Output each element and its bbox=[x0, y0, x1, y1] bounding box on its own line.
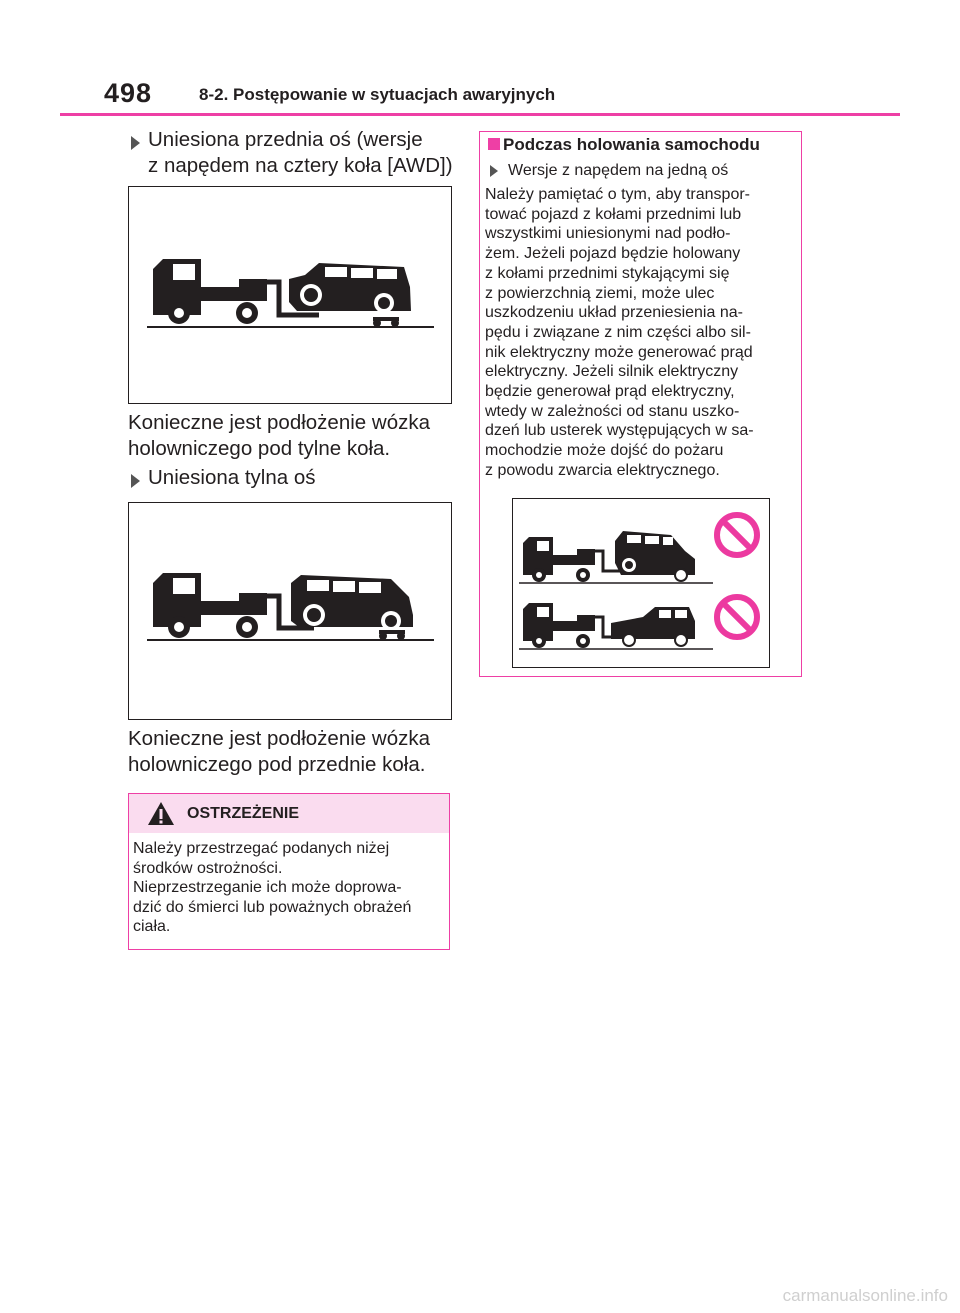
warning-title: OSTRZEŻENIE bbox=[187, 805, 300, 822]
label-line: z napędem na cztery koła [AWD]) bbox=[148, 154, 453, 177]
rear-axle-raised-label: Uniesiona tylna oś bbox=[148, 466, 316, 489]
text-line: holowniczego pod tylne koła. bbox=[128, 437, 391, 460]
page-number: 498 bbox=[104, 78, 153, 108]
square-bullet-icon bbox=[488, 138, 500, 150]
text-line: Konieczne jest podłożenie wózka bbox=[128, 727, 430, 750]
section-title: 8-2. Postępowanie w sytuacjach awaryjnych bbox=[199, 85, 556, 104]
note-subtitle: Wersje z napędem na jedną oś bbox=[508, 162, 729, 179]
prohibited-sign-icon bbox=[717, 597, 757, 637]
text-line: elektryczny. Jeżeli silnik elektryczny bbox=[485, 363, 739, 381]
arrow-bullet-icon bbox=[131, 474, 140, 488]
label-line: Uniesiona przednia oś (wersje bbox=[148, 128, 423, 151]
text-line: ciała. bbox=[133, 918, 171, 935]
text-line: nik elektryczny może generować prąd bbox=[485, 343, 753, 361]
tow-figure-front-raised bbox=[128, 186, 452, 404]
text-line: dzić do śmierci lub poważnych obrażeń bbox=[133, 898, 412, 916]
text-line: Konieczne jest podłożenie wózka bbox=[128, 411, 430, 434]
tow-truck-illustration bbox=[129, 187, 451, 403]
warning-header bbox=[129, 794, 449, 833]
prohibited-sign-icon bbox=[717, 515, 757, 555]
text-line: z powierzchnią ziemi, może ulec bbox=[485, 284, 715, 302]
towing-note-box bbox=[479, 131, 802, 677]
prohibited-towing-illustration bbox=[513, 499, 769, 667]
text-line: tować pojazd z kołami przednimi lub bbox=[485, 205, 742, 223]
footer-watermark: carmanualsonline.info bbox=[782, 1286, 948, 1305]
text-line: pędu i związane z nim części albo sil- bbox=[485, 323, 751, 341]
note-title-text: Podczas holowania samochodu bbox=[503, 135, 760, 154]
text-line: wszystkimi uniesionymi nad podło- bbox=[485, 225, 731, 243]
text-line: holowniczego pod przednie koła. bbox=[128, 753, 426, 776]
instruction-text bbox=[128, 726, 430, 778]
tow-truck-illustration bbox=[129, 503, 451, 719]
text-line: z powodu zwarcia elektrycznego. bbox=[485, 461, 720, 479]
text-line: żem. Jeżeli pojazd będzie holowany bbox=[485, 245, 741, 263]
arrow-bullet-icon bbox=[490, 165, 498, 177]
text-line: wtedy w zależności od stanu uszko- bbox=[485, 402, 740, 420]
warning-triangle-icon bbox=[147, 801, 175, 826]
warning-text bbox=[133, 839, 449, 937]
text-line: dzeń lub usterek występujących w sa- bbox=[485, 422, 754, 440]
tow-figure-rear-raised bbox=[128, 502, 452, 720]
instruction-text bbox=[128, 410, 430, 462]
front-axle-raised-label bbox=[148, 127, 453, 179]
arrow-bullet-icon bbox=[131, 136, 140, 150]
warning-box bbox=[128, 793, 450, 950]
text-line: Nieprzestrzeganie ich może doprowa- bbox=[133, 879, 402, 896]
prohibited-towing-figure bbox=[512, 498, 770, 668]
note-title bbox=[488, 135, 760, 155]
text-line: uszkodzeniu układ przeniesienia na- bbox=[485, 304, 743, 322]
header-divider bbox=[60, 113, 900, 116]
text-line: z kołami przednimi stykającymi się bbox=[485, 264, 730, 282]
text-line: mochodzie może dojść do pożaru bbox=[485, 442, 724, 460]
text-line: będzie generował prąd elektryczny, bbox=[485, 383, 735, 401]
text-line: Należy pamiętać o tym, aby transpor- bbox=[485, 186, 750, 203]
text-line: Należy przestrzegać podanych niżej bbox=[133, 840, 390, 857]
note-body bbox=[485, 185, 797, 481]
text-line: środków ostrożności. bbox=[133, 859, 283, 877]
